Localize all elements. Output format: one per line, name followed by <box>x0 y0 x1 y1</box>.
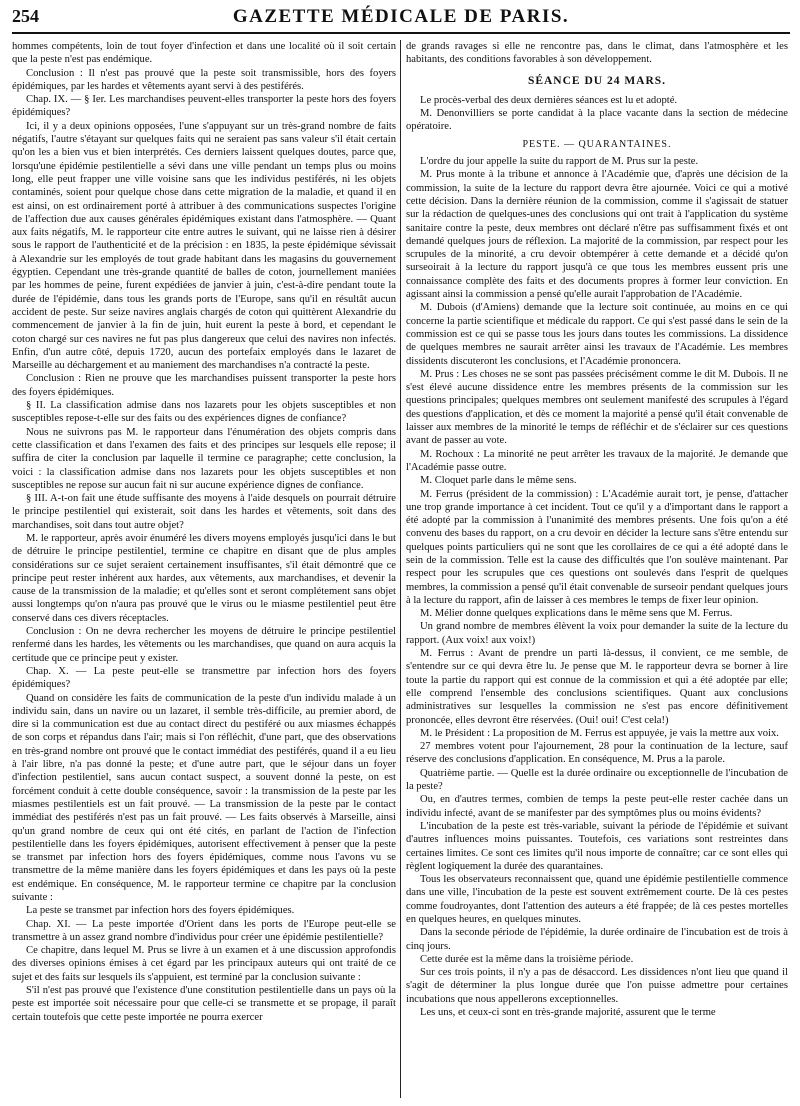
paragraph: Conclusion : On ne devra rechercher les moyens de détruire le principe pestilentiel renfermé dans les hardes, les vêtements ou les marchandises, que quand on aura acquis la certitude que ce principe peut y exister. <box>12 626 396 664</box>
paragraph: Quand on considère les faits de communication de la peste d'un individu malade à un individu sain, dans un navire ou un lazaret, il semble très-difficile, au premier abord, de dire si la communication est due au contact direct du pestiféré ou aux miasmes échappés de son corps et répandus dans l'air; mais si l'on réfléchit, d'une part, que des observations en très-grand nombre ont prouvé que le contact immédiat des pestiférés, quand il a eu lieu à l'air libre, n'a pas donné la peste; et d'une autre part, que le séjour dans un foyer d'infection pestilentiel, sans aucun contact suspect, a souvent donné la peste, on est forcément conduit à cette double conséquence, savoir : la transmission de la peste par les miasmes pestilentiels est un fait prouvé. — La transmission de la peste par le contact immédiat des pestiférés n'est pas un fait prouvé. — Les faits observés à Marseille, ainsi qu'un grand nombre de ceux qui ont été cités, en parlant de l'action de l'infection pestilentielle dans les foyers épidémiques, autorisent effectivement à penser que la peste se transmet par infection hors des foyers épidémiques, comme nous l'avons vu se transmettre de la même manière dans les foyers épidémiques et dans les pays où la peste est endémique. En conséquence, M. le rapporteur termine ce chapitre par la conclusion suivante : <box>12 692 396 903</box>
paragraph: Conclusion : Rien ne prouve que les marchandises puissent transporter la peste hors des foyers épidémiques. <box>12 373 396 398</box>
paragraph: 27 membres votent pour l'ajournement, 28 pour la continuation de la lecture, sauf réserve des conclusions d'application. En conséquence, M. Prus a la parole. <box>406 741 788 766</box>
session-heading: SÉANCE DU 24 MARS. <box>527 74 667 87</box>
paragraph: M. Ferrus (président de la commission) : L'Académie aurait tort, je pense, d'attacher une trop grande importance à cet incident. Tout ce qu'il y a d'important dans le rapport a été adopté par la commission à l'unanimité des membres présents. Une fois qu'on a été convenu des bases du rapport, on a cru devoir en décider la lecture sans s'être entendu sur quelques points particuliers qui ne sont que les corollaires de ce qui a été adopté dans le sein de la commission. Telle est la cause des difficultés que l'on soulève maintenant. Par respect pour les scrupules que ces questions ont soulevés dans l'esprit de quelques membres, la commission a pensé qu'il était convenable de surseoir pendant quelques jours à la lecture du rapport, afin de laisser à ces membres le temps de fixer leur opinion. <box>406 488 788 606</box>
paragraph: Chap. XI. — La peste importée d'Orient dans les ports de l'Europe peut-elle se transmettre à un assez grand nombre d'individus pour créer une épidémie pestilentielle? <box>12 918 396 943</box>
paragraph: Ou, en d'autres termes, combien de temps la peste peut-elle rester cachée dans un individu infecté, avant de se manifester par des symptômes plus ou moins évidents? <box>406 794 788 819</box>
paragraph: § II. La classification admise dans nos lazarets pour les objets susceptibles et non susceptibles repose-t-elle sur des faits ou des expériences dignes de confiance? <box>12 400 396 425</box>
section-heading: PESTE. — QUARANTAINES. <box>522 138 672 150</box>
paragraph: M. Ferrus : Avant de prendre un parti là-dessus, il convient, ce me semble, de s'entendre sur ce qui devra être lu. Je pense que M. le rapporteur devra se borner à lire toute la partie du rapport qui est connue de la commission et qui a été adoptée par elle; elle comprend l'ensemble des conclusions scientifiques. Quant aux conclusions administratives sur lesquelles la commission ne s'est pas encore définitivement prononcée, elles devront être réservées. (Oui! oui! C'est cela!) <box>406 648 788 726</box>
paragraph: Sur ces trois points, il n'y a pas de désaccord. Les dissidences n'ont lieu que quand il s'agit de déterminer la plus longue durée que l'on puisse admettre pour certaines incubations que nous appellerons exceptionnelles. <box>406 967 788 1005</box>
paragraph: hommes compétents, loin de tout foyer d'infection et dans une localité où il soit certain que la peste n'est pas endémique. <box>12 41 396 66</box>
paragraph: Les uns, et ceux-ci sont en très-grande majorité, assurent que le terme <box>420 1007 716 1019</box>
paragraph: Chap. IX. — § Ier. Les marchandises peuvent-elles transporter la peste hors des foyers épidémiques? <box>12 94 396 119</box>
left-column <box>12 40 396 1100</box>
paragraph: M. Rochoux : La minorité ne peut arrêter les travaux de la majorité. Je demande que l'Académie passe outre. <box>406 448 788 473</box>
journal-title: GAZETTE MÉDICALE DE PARIS. <box>232 6 570 27</box>
paragraph: M. Cloquet parle dans le même sens. <box>420 475 577 487</box>
paragraph: Nous ne suivrons pas M. le rapporteur dans l'énumération des objets compris dans cette classification et dans l'examen des faits et des principes sur lesquels elle repose; il suffira de citer la conclusion par laquelle il termine ce paragraphe; cette conclusion, la voici : la classification admise dans nos lazarets pour les objets susceptibles et non susceptibles ne repose sur aucun fait ni sur aucune expérience dignes de confiance. <box>12 426 396 491</box>
paragraph: Chap. X. — La peste peut-elle se transmettre par infection hors des foyers épidémiques? <box>12 665 396 691</box>
paragraph: S'il n'est pas prouvé que l'existence d'une constitution pestilentielle dans un pays où la peste est importée soit nécessaire pour que celle-ci se transmette et se propage, il paraît certain toutefois que cette peste importée ne pourra exercer <box>12 985 396 1023</box>
paragraph: Ce chapitre, dans lequel M. Prus se livre à un examen et à une discussion approfondis des diverses opinions émises à cet égard par les principaux auteurs qui ont traité de ce sujet et des faits sur lesquels ils s'appuient, est terminé par la conclusion suivante : <box>12 945 396 983</box>
paragraph: Tous les observateurs reconnaissent que, quand une épidémie pestilentielle commence dans une ville, l'incubation de la peste est souvent extrêmement courte. De là ces pestes comme foudroyantes, dont l'attention des auteurs a été frappée; de là ces pestes mortelles en quelques heures, en quelques minutes. <box>406 874 788 925</box>
paragraph: M. Mélier donne quelques explications dans le même sens que M. Ferrus. <box>420 608 733 620</box>
paragraph: Dans la seconde période de l'épidémie, la durée ordinaire de l'incubation est de trois à cinq jours. <box>406 927 788 952</box>
paragraph: de grands ravages si elle ne rencontre pas, dans le climat, dans l'atmosphère et les habitants, des conditions favorables à son développement. <box>406 41 788 66</box>
paragraph: M. Dubois (d'Amiens) demande que la lecture soit continuée, au moins en ce qui concerne la partie scientifique et médicale du rapport. Ce qui s'est passé dans le sein de la commission est ce qui se passe tous les jours dans toutes les commissions. La dissidence de quelques membres ne saurait arrêter ainsi les travaux de l'Académie. Les membres dissidents discuteront les conclusions, et l'Académie prononcera. <box>406 302 788 367</box>
paragraph: La peste se transmet par infection hors des foyers épidémiques. <box>26 905 295 917</box>
paragraph: Conclusion : Il n'est pas prouvé que la peste soit transmissible, hors des foyers épidémiques, par les hardes et vêtements ayant servi à des pestiférés. <box>12 67 396 92</box>
page-header <box>12 6 790 34</box>
paragraph: L'ordre du jour appelle la suite du rapport de M. Prus sur la peste. <box>420 156 699 168</box>
paragraph: M. Prus monte à la tribune et annonce à l'Académie que, d'après une décision de la commission, la suite de la lecture du rapport devra être ajournée. Voici ce qui a motivé cette décision. Dans la dernière réunion de la commission, comme il s'agissait de statuer sur la rédaction de quelques-unes des conclusions qui ont trait à l'application du système sanitaire contre la peste, deux membres ont déclaré n'être pas suffisamment fixés et ont demandé quelques jours de réflexion. La majorité de la commission, par respect pour les scrupules de la minorité, a cru devoir obtempérer à cette demande et a décidé qu'on surseoirait à la lecture du rapport jusqu'à ce que tous les membres eussent pris une connaissance complète des faits et des documents propres à former leur conviction. En agissant ainsi la commission a pensé qu'elle aurait l'approbation de l'Académie. <box>406 169 788 301</box>
paragraph: Cette durée est la même dans la troisième période. <box>420 953 634 965</box>
paragraph: Ici, il y a deux opinions opposées, l'une s'appuyant sur un très-grand nombre de faits négatifs, l'autre s'étayant sur quelques faits qui ne seraient pas sans valeur s'il était certain qu'on les a bien vus et bien interprétés. Ces derniers laissent quelques doutes, parce que, lorsqu'une épidémie pestilentielle a sévi dans une ville pendant un temps plus ou moins long, elle peut frapper une ville voisine sans que les individus pestiférés, ni les objets contaminés, soient pour quelque chose dans cette migration de la maladie, et quand il en est ainsi, on est ordinairement porté à attribuer à des communications suspectes l'origine de l'affection due aux causes générales épidémiques existant dans l'atmosphère. — Quant aux faits négatifs, M. le rapporteur cite entre autres le suivant, qui ne laisse rien à désirer sous le rapport de l'authenticité et de la précision : en 1835, la peste épidémique sévissait à Alexandrie sur les employés de tout grade habitant dans les magasins du gouvernement égyptien. Cependant une très-grande quantité de balles de coton, journellement maniées par les hommes de peine, furent expédiées de janvier à juin, c'est-à-dire pendant toute la durée de l'épidémie, dans tous les grands ports de l'Europe, sans qu'il en résultât aucun accident de peste. Sur seize navires anglais chargés de coton qui quittèrent Alexandrie du commencement de janvier à la fin de juin, huit eurent la peste à bord, et cependant le coton chargé sur ces navires ne fut pas plus dangereux que celui des navires non infectés. Enfin, d'un autre côté, depuis 1720, aucun des portefaix employés dans le lazaret de Marseille au déchargement et au maniement des marchandises n'a contracté la peste. <box>12 120 396 372</box>
paragraph: § III. A-t-on fait une étude suffisante des moyens à l'aide desquels on pourrait détruire le principe pestilentiel qui existerait, soit dans les hardes et vêtements, soit dans des marchandises, soit dans tout autre objet? <box>12 493 396 531</box>
paragraph: Le procès-verbal des deux dernières séances est lu et adopté. <box>420 94 678 106</box>
paragraph: M. le Président : La proposition de M. Ferrus est appuyée, je vais la mettre aux voix. <box>420 727 779 739</box>
paragraph: M. Prus : Les choses ne se sont pas passées précisément comme le dit M. Dubois. Il ne s'est élevé aucune dissidence entre les membres présents de la commission sur les questions principales; quelques membres ont seulement manifesté des scrupules à l'égard des questions d'application, et dès ce moment la majorité a pensé qu'il était convenable de laisser aux membres de la minorité le temps de réfléchir et de s'éclairer sur ces questions avant de passer au vote. <box>406 368 788 447</box>
paragraph: Quatrième partie. — Quelle est la durée ordinaire ou exceptionnelle de l'incubation de la peste? <box>406 767 788 793</box>
paragraph: Un grand nombre de membres élèvent la voix pour demander la suite de la lecture du rapport. (Aux voix! aux voix!) <box>406 621 788 646</box>
paragraph: L'incubation de la peste est très-variable, suivant la période de l'épidémie et suivant d'autres influences moins puissantes. Toutefois, ces variations sont restreintes dans certaines limites. Ce sont ces limites qu'il nous importe de connaître; car ce sont elles qui règlent logiquement la durée des quarantaines. <box>406 820 788 872</box>
paragraph: M. le rapporteur, après avoir énuméré les divers moyens employés jusqu'ici dans le but de détruire le principe pestilentiel, termine ce chapitre en disant que de plus amples considérations sur ce sujet seraient certainement insuffisantes, s'il était démontré que ce principe peut rester inhérent aux hardes, aux vêtements, aux marchandises, et devenir la cause de la transmission de la maladie; et qu'elles sont et seront complétement sans objet aussi longtemps qu'on n'aura pas prouvé que le virus ou le miasme pestilentiel peut être conservé dans ces divers réceptacles. <box>12 532 396 624</box>
right-column <box>406 40 788 1100</box>
column-divider <box>400 40 401 1098</box>
paragraph: M. Denonvilliers se porte candidat à la place vacante dans la section de médecine opératoire. <box>406 108 788 133</box>
page-number: 254 <box>12 6 39 26</box>
